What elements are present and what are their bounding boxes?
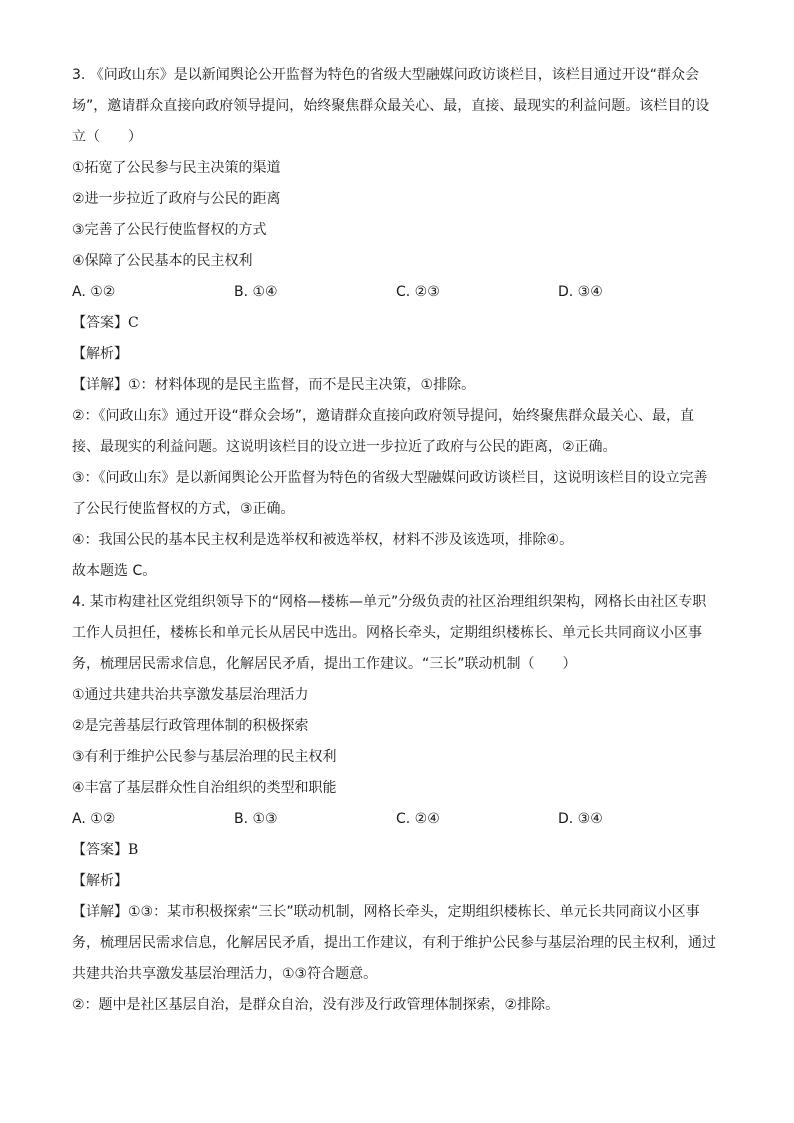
q4-answer [72,835,722,866]
q3-answer-label: 【答案】 [72,315,128,331]
q3-conclusion: 故本题选 C。 [72,563,157,579]
q3-stem-line-3: 立（ ） [72,129,142,145]
q3-option-3: ③完善了公民行使监督权的方式 [72,222,267,238]
q3-choice-a: A. ①② [72,284,116,300]
q4-answer-value: B [128,842,139,858]
q3-detail-line-5: 了公民行使监督权的方式，③正确。 [72,501,295,517]
q3-choices [72,277,722,308]
q3-answer [72,308,722,339]
q4-analysis-label: 【解析】 [72,873,128,889]
q4-choice-d: D. ③④ [558,811,603,827]
q4-choice-a: A. ①② [72,811,116,827]
q4-option-2: ②是完善基层行政管理体制的积极探索 [72,718,309,734]
q4-stem-line-2: 工作人员担任，楼栋长和单元长从居民中选出。网格长牵头，定期组织楼栋长、单元长共同商议小区事 [72,625,702,641]
q4-stem-line-1: 4. 某市构建社区党组织领导下的“网格—楼栋—单元”分级负责的社区治理组织架构，网格长由社区专职 [72,594,707,610]
q4-option-3: ③有利于维护公民参与基层治理的民主权利 [72,749,337,765]
q3-choice-b: B. ①④ [234,284,278,300]
q4-choice-b: B. ①③ [234,811,278,827]
q3-answer-value: C [128,315,139,331]
question-4 [72,587,722,1021]
q3-detail-line-2: ②：《问政山东》通过开设“群众会场”，邀请群众直接向政府领导提问，始终聚焦群众最关心、最，直 [72,408,695,424]
q4-choices [72,804,722,835]
q3-analysis-label: 【解析】 [72,346,128,362]
q4-answer-label: 【答案】 [72,842,128,858]
q3-stem-line-1: 3. 《问政山东》是以新闻舆论公开监督为特色的省级大型融媒问政访谈栏目，该栏目通过开设“群众会 [72,67,700,83]
document-page [72,60,722,1021]
q3-detail-line-3: 接、最现实的利益问题。这说明该栏目的设立进一步拉近了政府与公民的距离，②正确。 [72,439,617,455]
q4-detail-line-1: 【详解】①③：某市积极探索“三长”联动机制，网格长牵头，定期组织楼栋长、单元长共同商议小区事 [72,904,700,920]
q4-choice-c: C. ②④ [396,811,440,827]
q4-detail-line-3: 共建共治共享激发基层治理活力，①③符合题意。 [72,966,378,982]
q3-detail-line-4: ③：《问政山东》是以新闻舆论公开监督为特色的省级大型融媒问政访谈栏目，这说明该栏目的设立完善 [72,470,708,486]
q4-detail-line-4: ②：题中是社区基层自治，是群众自治，没有涉及行政管理体制探索，②排除。 [72,997,560,1013]
q4-stem-line-3: 务，梳理居民需求信息，化解居民矛盾，提出工作建议。“三长”联动机制（ ） [72,656,577,672]
q4-detail-line-2: 务，梳理居民需求信息，化解居民矛盾，提出工作建议，有利于维护公民参与基层治理的民主权利，通过 [72,935,716,951]
q3-stem-line-2: 场”，邀请群众直接向政府领导提问，始终聚焦群众最关心、最，直接、最现实的利益问题。该栏目的设 [72,98,710,114]
q3-choice-c: C. ②③ [396,284,440,300]
q3-choice-d: D. ③④ [558,284,603,300]
question-3 [72,60,722,587]
q3-detail-line-1: 【详解】①：材料体现的是民主监督，而不是民主决策，①排除。 [72,377,476,393]
q3-option-4: ④保障了公民基本的民主权利 [72,253,253,269]
q3-detail-line-6: ④：我国公民的基本民主权利是选举权和被选举权，材料不涉及该选项，排除④。 [72,532,574,548]
q3-option-2: ②进一步拉近了政府与公民的距离 [72,191,281,207]
q4-option-4: ④丰富了基层群众性自治组织的类型和职能 [72,780,337,796]
q3-option-1: ①拓宽了公民参与民主决策的渠道 [72,160,281,176]
q4-option-1: ①通过共建共治共享激发基层治理活力 [72,687,309,703]
